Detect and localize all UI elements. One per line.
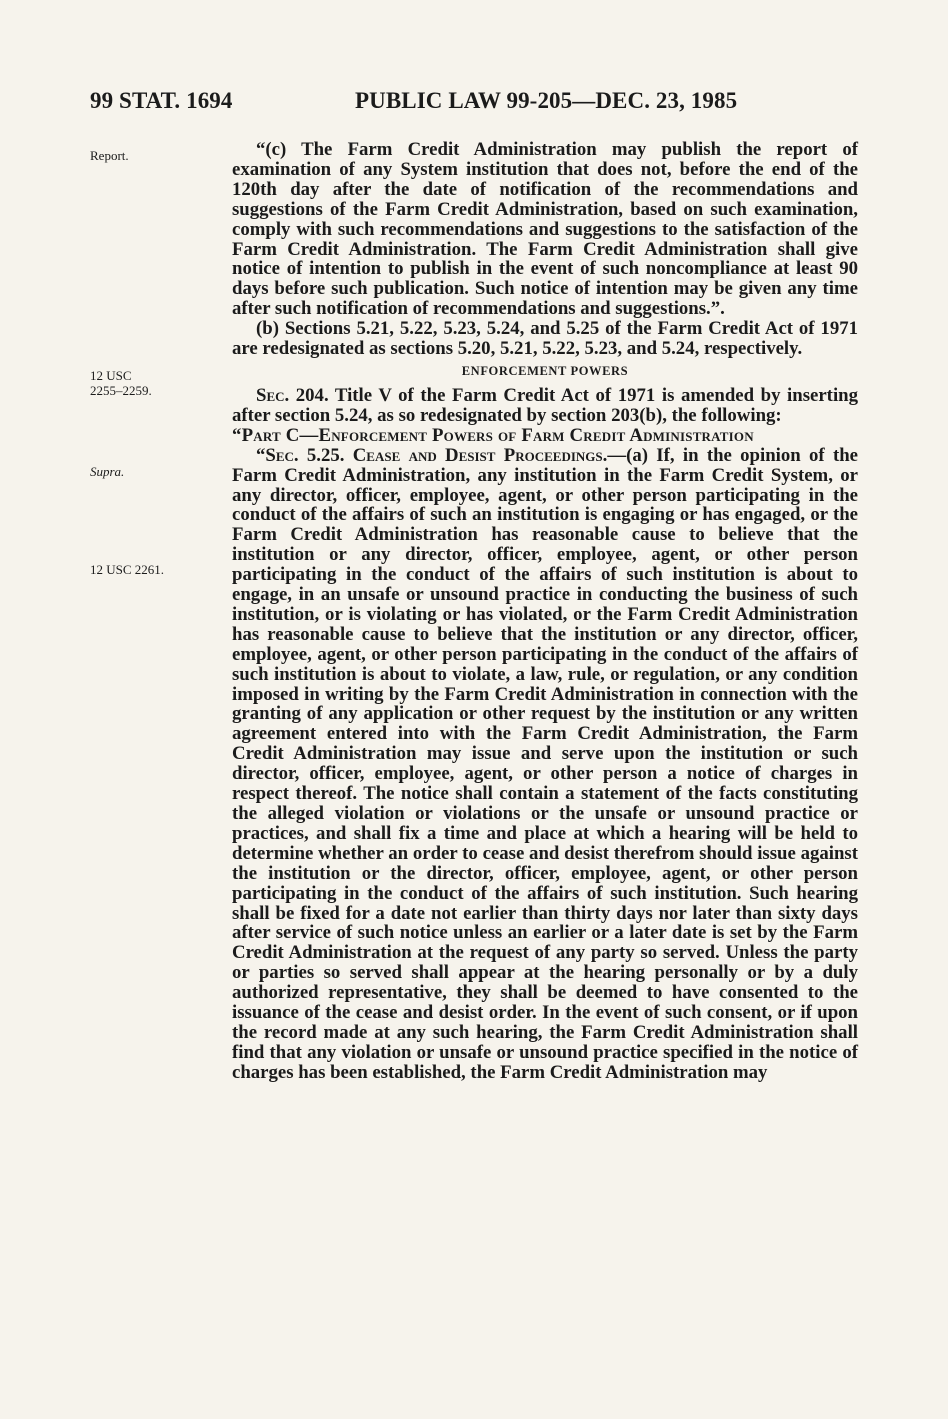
- margin-note-report: Report.: [90, 148, 129, 163]
- margin-note-usc-2255: 12 USC 2255–2259.: [90, 368, 152, 398]
- margin-note-usc-2261: 12 USC 2261.: [90, 562, 165, 577]
- section-heading: ENFORCEMENT POWERS: [461, 363, 629, 378]
- document-body: [232, 140, 858, 1083]
- paragraph-sec-525: [232, 446, 858, 1083]
- section-label: Sec. 204.: [256, 384, 329, 406]
- section-label: “Sec. 5.25. Cease and Desist Proceedings.: [256, 444, 608, 466]
- law-title-date: PUBLIC LAW 99-205—DEC. 23, 1985: [355, 88, 738, 113]
- part-heading: “Part C—Enforcement Powers of Farm Credit Administration: [232, 424, 754, 446]
- section-text: Title V of the Farm Credit Act of 1971 is amended by inserting after section 5.24, as so redesignated by section 203(b), the following:: [232, 384, 858, 426]
- paragraph-report-publication: “(c) The Farm Credit Administration may publish the report of examination of any System institution that does not, before the end of the 120th day after the date of notification of the recommendations and suggestions of the Farm Credit Administration, based on such examination, comply with such recommendations and suggestions to the satisfaction of the Farm Credit Administration. The Farm Credit Administration shall give notice of intention to publish in the event of such noncompliance at least 90 days before such publication. Such notice of intention may be given any time after such notification of recommendations and suggestions.”.: [232, 139, 858, 320]
- paragraph-sec-204: [232, 386, 858, 426]
- paragraph-redesignation: (b) Sections 5.21, 5.22, 5.23, 5.24, and 5.25 of the Farm Credit Act of 1971 are redesignated as sections 5.20, 5.21, 5.22, 5.23, and 5.24, respectively.: [232, 318, 858, 360]
- section-text: —(a) If, in the opinion of the Farm Credit Administration, any institution in the Farm Credit System, or any director, officer, employee, agent, or other person participating in the conduct of the affairs of such an institution is engaging or has engaged, or the Farm Credit Administration has reasonable cause to believe that the institution or any director, officer, employee, agent, or other person participating in the conduct of the affairs of such institution is about to engage, in an unsafe or unsound practice in conducting the business of such institution, or is violating or has violated, or the Farm Credit Administration has reasonable cause to believe that the institution or any director, officer, employee, agent, or other person participating in the conduct of the affairs of such institution is about to violate, a law, rule, or regulation, or any condition imposed in writing by the Farm Credit Administration in connection with the granting of any application or other request by the institution or any written agreement entered into with the Farm Credit Administration, the Farm Credit Administration may issue and serve upon the institution or such director, officer, employee, agent, or other person a notice of charges in respect thereof. The notice shall contain a statement of the facts constituting the alleged violation or violations or the unsafe or unsound practice or practices, and shall fix a time and place at which a hearing will be held to determine whether an order to cease and desist therefrom should issue against the institution or the director, officer, employee, agent, or other person participating in the conduct of the affairs of such institution. Such hearing shall be fixed for a date not earlier than thirty days nor later than sixty days after service of such notice unless an earlier or a later date is set by the Farm Credit Administration at the request of any party so served. Unless the party or parties so served shall appear at the hearing personally or by a duly authorized representative, they shall be deemed to have consented to the issuance of the cease and desist order. In the event of such consent, or if upon the record made at any such hearing, the Farm Credit Administration shall find that any violation or unsafe or unsound practice specified in the notice of charges has been established, the Farm Credit Administration may: [232, 444, 858, 1083]
- margin-note-supra: Supra.: [90, 464, 125, 479]
- statute-page-number: 99 STAT. 1694: [90, 88, 233, 113]
